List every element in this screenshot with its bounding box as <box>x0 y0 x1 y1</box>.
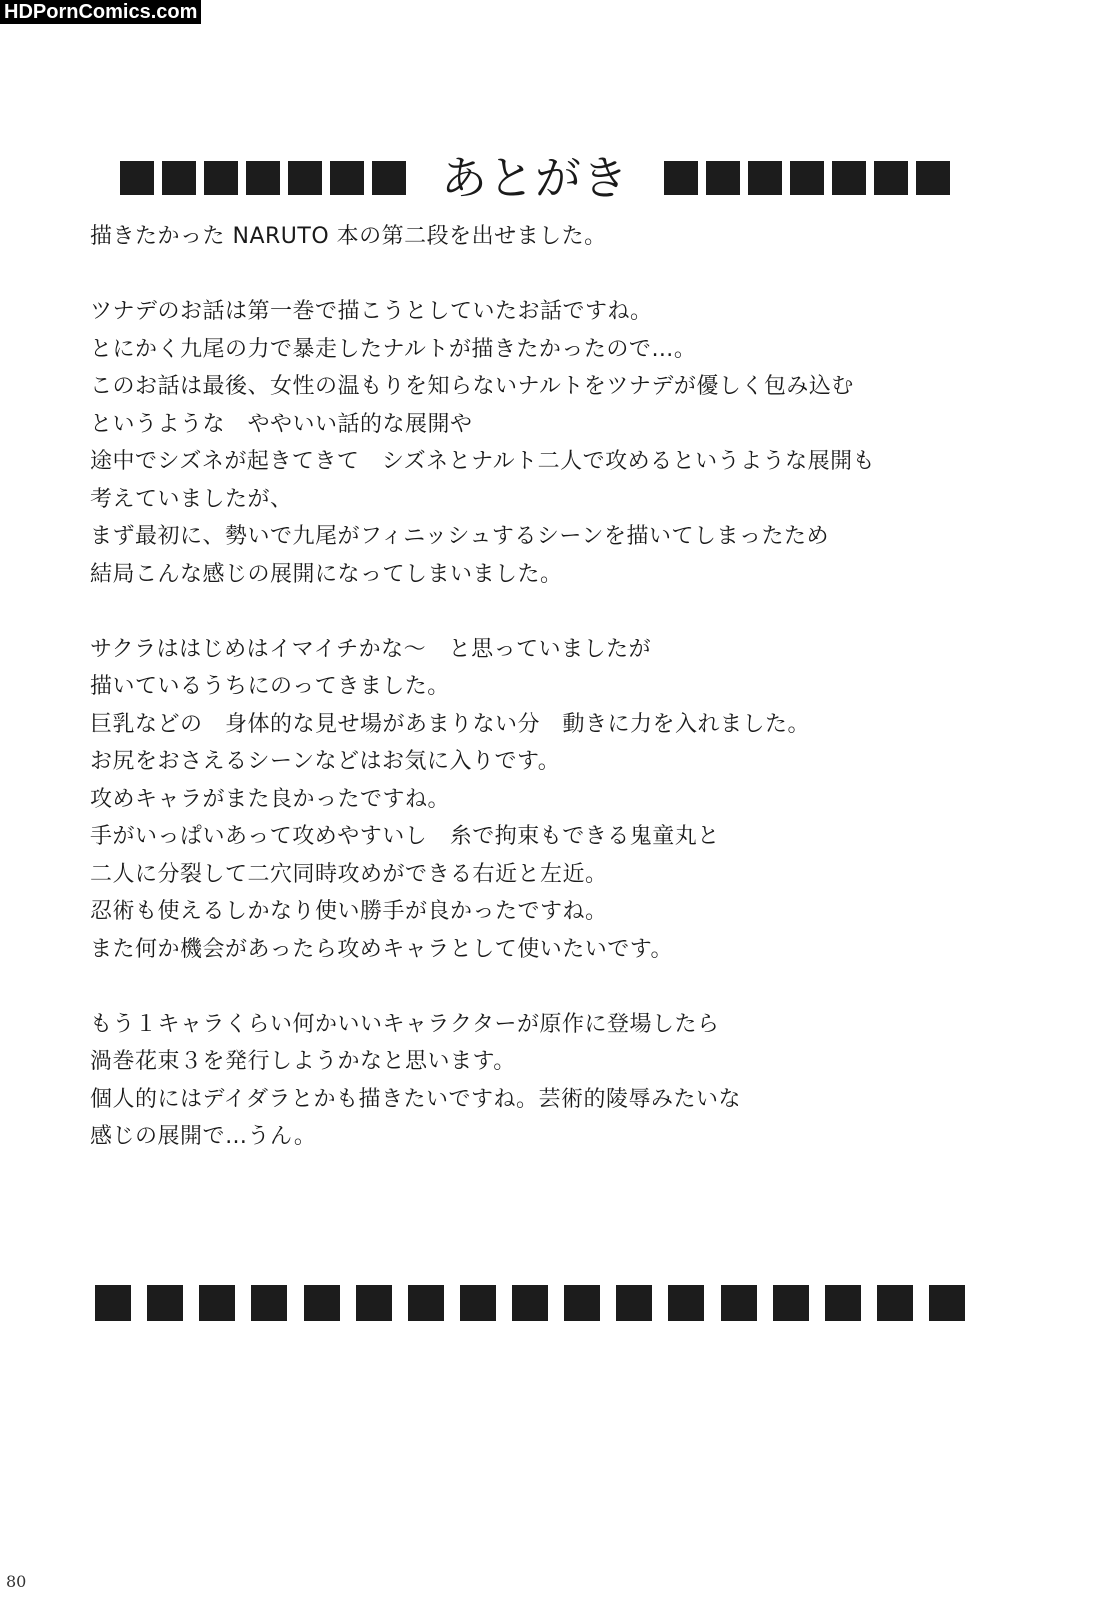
header-block <box>916 161 950 195</box>
footer-block <box>95 1285 131 1321</box>
text-line: このお話は最後、女性の温もりを知らないナルトをツナデが優しく包み込む <box>90 374 854 399</box>
text-line: ツナデのお話は第一巻で描こうとしていたお話ですね。 <box>90 299 653 324</box>
text-line: サクラははじめはイマイチかな～ と思っていましたが <box>90 636 652 662</box>
text-line: 考えていましたが、 <box>90 486 293 512</box>
text-line: 二人に分裂して二穴同時攻めができる右近と左近。 <box>90 861 608 887</box>
footer-block <box>408 1285 444 1321</box>
header-block <box>748 161 782 195</box>
footer-blocks <box>95 1285 965 1321</box>
text-line: 描いているうちにのってきました。 <box>90 674 450 699</box>
page-title: あとがき <box>441 151 629 205</box>
footer-block <box>616 1285 652 1321</box>
header-block <box>832 161 866 195</box>
footer-block <box>825 1285 861 1321</box>
footer-block <box>773 1285 809 1321</box>
text-line: もう１キャラくらい何かいいキャラクターが原作に登場したら <box>90 1011 720 1037</box>
text-line: 感じの展開で…うん。 <box>90 1124 317 1149</box>
footer-block <box>512 1285 548 1321</box>
text-line: 結局こんな感じの展開になってしまいました。 <box>90 561 563 587</box>
text-line: 渦巻花束３を発行しようかなと思います。 <box>90 1049 516 1074</box>
header-left-blocks <box>120 161 414 195</box>
text-line: まず最初に、勢いで九尾がフィニッシュするシーンを描いてしまったため <box>90 524 829 549</box>
text-line: というような ややいい話的な展開や <box>90 411 473 437</box>
header-block <box>288 161 322 195</box>
page-number: 80 <box>6 1572 27 1591</box>
footer-block <box>564 1285 600 1321</box>
text-line: 攻めキャラがまた良かったですね。 <box>90 786 451 812</box>
header-block <box>120 161 154 195</box>
header-block <box>330 161 364 195</box>
header-block <box>372 161 406 195</box>
paragraph-gap <box>90 593 1050 631</box>
footer-block <box>304 1285 340 1321</box>
footer-block <box>877 1285 913 1321</box>
footer-block <box>721 1285 757 1321</box>
header-block <box>246 161 280 195</box>
header-block <box>874 161 908 195</box>
site-watermark: HDPornComics.com <box>0 0 201 24</box>
footer-block <box>460 1285 496 1321</box>
text-line: 描きたかった NARUTO 本の第二段を出せました。 <box>90 224 607 249</box>
text-line: お尻をおさえるシーンなどはお気に入りです。 <box>90 749 561 774</box>
footer-block <box>147 1285 183 1321</box>
text-line: 個人的にはデイダラとかも描きたいですね。芸術的陵辱みたいな <box>90 1086 741 1112</box>
text-line: 途中でシズネが起きてきて シズネとナルト二人で攻めるというような展開も <box>90 449 876 474</box>
footer-block <box>929 1285 965 1321</box>
header-block <box>790 161 824 195</box>
text-line: また何か機会があったら攻めキャラとして使いたいです。 <box>90 936 674 962</box>
header-block <box>664 161 698 195</box>
footer-block <box>199 1285 235 1321</box>
footer-block <box>668 1285 704 1321</box>
text-line: 巨乳などの 身体的な見せ場があまりない分 動きに力を入れました。 <box>90 711 811 737</box>
text-line: 忍術も使えるしかなり使い勝手が良かったですね。 <box>90 899 608 924</box>
footer-block <box>251 1285 287 1321</box>
header-block <box>162 161 196 195</box>
text-line: 手がいっぱいあって攻めやすいし 糸で拘束もできる鬼童丸と <box>90 824 720 849</box>
header-block <box>706 161 740 195</box>
afterword-body <box>90 218 1050 1156</box>
afterword-header <box>120 150 950 206</box>
header-block <box>204 161 238 195</box>
text-line: とにかく九尾の力で暴走したナルトが描きたかったので…。 <box>90 336 697 362</box>
header-right-blocks <box>656 161 950 195</box>
paragraph-gap <box>90 256 1050 294</box>
paragraph-gap <box>90 968 1050 1006</box>
footer-block <box>356 1285 392 1321</box>
